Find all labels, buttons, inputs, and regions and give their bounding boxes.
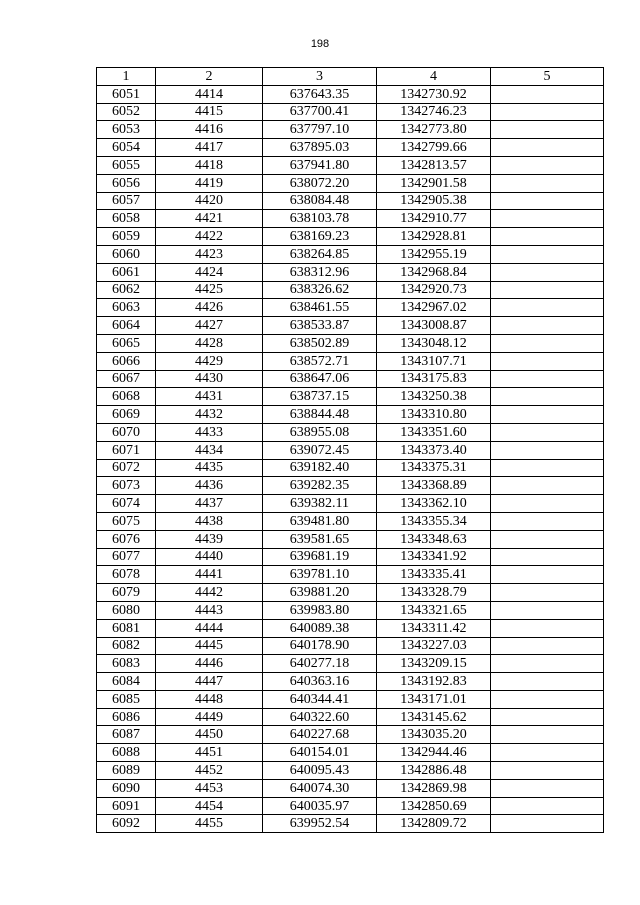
cell-y: 1342813.57 <box>377 156 491 174</box>
cell-y: 1342799.66 <box>377 139 491 157</box>
cell-note <box>491 228 604 246</box>
cell-point-number: 6089 <box>97 762 156 780</box>
cell-y: 1343311.42 <box>377 619 491 637</box>
cell-point-number: 6071 <box>97 441 156 459</box>
cell-x: 638072.20 <box>263 174 377 192</box>
cell-note <box>491 334 604 352</box>
cell-index: 4441 <box>156 566 263 584</box>
cell-point-number: 6073 <box>97 477 156 495</box>
cell-x: 640095.43 <box>263 762 377 780</box>
cell-index: 4420 <box>156 192 263 210</box>
cell-x: 638103.78 <box>263 210 377 228</box>
cell-index: 4438 <box>156 512 263 530</box>
cell-x: 638737.15 <box>263 388 377 406</box>
cell-note <box>491 317 604 335</box>
cell-y: 1342955.19 <box>377 245 491 263</box>
cell-y: 1343375.31 <box>377 459 491 477</box>
table-row <box>97 281 604 299</box>
table-row <box>97 334 604 352</box>
cell-note <box>491 815 604 833</box>
cell-index: 4415 <box>156 103 263 121</box>
cell-x: 638264.85 <box>263 245 377 263</box>
cell-note <box>491 566 604 584</box>
cell-y: 1343335.41 <box>377 566 491 584</box>
cell-index: 4427 <box>156 317 263 335</box>
cell-point-number: 6077 <box>97 548 156 566</box>
cell-index: 4440 <box>156 548 263 566</box>
table-row <box>97 423 604 441</box>
cell-x: 640227.68 <box>263 726 377 744</box>
cell-y: 1342967.02 <box>377 299 491 317</box>
cell-index: 4451 <box>156 744 263 762</box>
cell-y: 1342910.77 <box>377 210 491 228</box>
table-row <box>97 601 604 619</box>
cell-note <box>491 637 604 655</box>
cell-x: 639983.80 <box>263 601 377 619</box>
cell-point-number: 6070 <box>97 423 156 441</box>
cell-point-number: 6090 <box>97 779 156 797</box>
cell-y: 1342905.38 <box>377 192 491 210</box>
cell-note <box>491 690 604 708</box>
cell-note <box>491 512 604 530</box>
cell-y: 1343328.79 <box>377 584 491 602</box>
cell-x: 639481.80 <box>263 512 377 530</box>
coordinates-table <box>96 67 604 833</box>
cell-note <box>491 762 604 780</box>
cell-point-number: 6063 <box>97 299 156 317</box>
table-row <box>97 477 604 495</box>
cell-x: 638084.48 <box>263 192 377 210</box>
cell-point-number: 6058 <box>97 210 156 228</box>
cell-index: 4416 <box>156 121 263 139</box>
cell-y: 1343341.92 <box>377 548 491 566</box>
cell-point-number: 6053 <box>97 121 156 139</box>
cell-point-number: 6084 <box>97 673 156 691</box>
cell-y: 1342920.73 <box>377 281 491 299</box>
table-body <box>97 85 604 832</box>
cell-index: 4422 <box>156 228 263 246</box>
cell-x: 639182.40 <box>263 459 377 477</box>
cell-x: 638844.48 <box>263 406 377 424</box>
cell-point-number: 6056 <box>97 174 156 192</box>
table-row <box>97 512 604 530</box>
table-row <box>97 459 604 477</box>
cell-x: 639881.20 <box>263 584 377 602</box>
cell-y: 1343035.20 <box>377 726 491 744</box>
cell-x: 638533.87 <box>263 317 377 335</box>
cell-index: 4433 <box>156 423 263 441</box>
cell-x: 640154.01 <box>263 744 377 762</box>
cell-y: 1342850.69 <box>377 797 491 815</box>
table-row <box>97 673 604 691</box>
cell-note <box>491 103 604 121</box>
table-row <box>97 139 604 157</box>
cell-y: 1342809.72 <box>377 815 491 833</box>
cell-point-number: 6061 <box>97 263 156 281</box>
table-row <box>97 708 604 726</box>
cell-index: 4421 <box>156 210 263 228</box>
cell-note <box>491 423 604 441</box>
cell-x: 640035.97 <box>263 797 377 815</box>
cell-index: 4445 <box>156 637 263 655</box>
cell-note <box>491 245 604 263</box>
table-row <box>97 548 604 566</box>
table-row <box>97 655 604 673</box>
table-row <box>97 441 604 459</box>
cell-y: 1343145.62 <box>377 708 491 726</box>
cell-note <box>491 530 604 548</box>
cell-x: 639282.35 <box>263 477 377 495</box>
cell-y: 1342730.92 <box>377 85 491 103</box>
cell-x: 639952.54 <box>263 815 377 833</box>
cell-y: 1343355.34 <box>377 512 491 530</box>
table-row <box>97 584 604 602</box>
cell-y: 1342746.23 <box>377 103 491 121</box>
cell-index: 4432 <box>156 406 263 424</box>
table-row <box>97 174 604 192</box>
cell-point-number: 6075 <box>97 512 156 530</box>
cell-point-number: 6080 <box>97 601 156 619</box>
cell-x: 640178.90 <box>263 637 377 655</box>
table-row <box>97 566 604 584</box>
cell-y: 1343107.71 <box>377 352 491 370</box>
table-row <box>97 797 604 815</box>
cell-index: 4419 <box>156 174 263 192</box>
cell-index: 4424 <box>156 263 263 281</box>
cell-note <box>491 192 604 210</box>
cell-y: 1342968.84 <box>377 263 491 281</box>
cell-point-number: 6060 <box>97 245 156 263</box>
cell-index: 4443 <box>156 601 263 619</box>
table-row <box>97 530 604 548</box>
cell-x: 640363.16 <box>263 673 377 691</box>
cell-y: 1342773.80 <box>377 121 491 139</box>
cell-note <box>491 406 604 424</box>
cell-index: 4431 <box>156 388 263 406</box>
table-row <box>97 299 604 317</box>
table-row <box>97 103 604 121</box>
cell-note <box>491 156 604 174</box>
cell-point-number: 6055 <box>97 156 156 174</box>
cell-x: 638502.89 <box>263 334 377 352</box>
table-row <box>97 690 604 708</box>
cell-note <box>491 441 604 459</box>
cell-x: 638572.71 <box>263 352 377 370</box>
cell-note <box>491 139 604 157</box>
cell-point-number: 6076 <box>97 530 156 548</box>
cell-index: 4417 <box>156 139 263 157</box>
cell-index: 4429 <box>156 352 263 370</box>
cell-x: 637941.80 <box>263 156 377 174</box>
cell-index: 4439 <box>156 530 263 548</box>
cell-x: 638326.62 <box>263 281 377 299</box>
cell-x: 640322.60 <box>263 708 377 726</box>
cell-note <box>491 299 604 317</box>
cell-index: 4447 <box>156 673 263 691</box>
cell-y: 1342886.48 <box>377 762 491 780</box>
cell-index: 4430 <box>156 370 263 388</box>
table-row <box>97 192 604 210</box>
cell-note <box>491 548 604 566</box>
table-row <box>97 263 604 281</box>
cell-x: 637643.35 <box>263 85 377 103</box>
cell-x: 638461.55 <box>263 299 377 317</box>
cell-index: 4426 <box>156 299 263 317</box>
cell-point-number: 6083 <box>97 655 156 673</box>
table-row <box>97 228 604 246</box>
cell-point-number: 6081 <box>97 619 156 637</box>
table-row <box>97 156 604 174</box>
cell-x: 639681.19 <box>263 548 377 566</box>
cell-note <box>491 121 604 139</box>
cell-y: 1343048.12 <box>377 334 491 352</box>
cell-note <box>491 210 604 228</box>
cell-x: 638647.06 <box>263 370 377 388</box>
cell-index: 4436 <box>156 477 263 495</box>
cell-note <box>491 673 604 691</box>
table-row <box>97 779 604 797</box>
cell-x: 638169.23 <box>263 228 377 246</box>
cell-index: 4414 <box>156 85 263 103</box>
cell-point-number: 6086 <box>97 708 156 726</box>
cell-point-number: 6068 <box>97 388 156 406</box>
cell-point-number: 6051 <box>97 85 156 103</box>
table-row <box>97 762 604 780</box>
cell-index: 4442 <box>156 584 263 602</box>
table-row <box>97 370 604 388</box>
cell-note <box>491 459 604 477</box>
header-col-5: 5 <box>491 68 604 86</box>
table-row <box>97 744 604 762</box>
cell-point-number: 6066 <box>97 352 156 370</box>
cell-y: 1343351.60 <box>377 423 491 441</box>
cell-note <box>491 744 604 762</box>
table-row <box>97 726 604 744</box>
cell-point-number: 6069 <box>97 406 156 424</box>
cell-point-number: 6067 <box>97 370 156 388</box>
cell-y: 1343373.40 <box>377 441 491 459</box>
cell-note <box>491 370 604 388</box>
header-col-1: 1 <box>97 68 156 86</box>
table-row <box>97 619 604 637</box>
cell-point-number: 6064 <box>97 317 156 335</box>
cell-y: 1343250.38 <box>377 388 491 406</box>
cell-index: 4434 <box>156 441 263 459</box>
cell-y: 1343227.03 <box>377 637 491 655</box>
cell-note <box>491 726 604 744</box>
table-row <box>97 85 604 103</box>
cell-index: 4449 <box>156 708 263 726</box>
cell-y: 1343192.83 <box>377 673 491 691</box>
cell-y: 1343348.63 <box>377 530 491 548</box>
cell-x: 638955.08 <box>263 423 377 441</box>
cell-point-number: 6082 <box>97 637 156 655</box>
cell-note <box>491 263 604 281</box>
cell-y: 1342901.58 <box>377 174 491 192</box>
cell-note <box>491 601 604 619</box>
cell-x: 639072.45 <box>263 441 377 459</box>
header-col-2: 2 <box>156 68 263 86</box>
cell-note <box>491 797 604 815</box>
table-row <box>97 406 604 424</box>
cell-index: 4448 <box>156 690 263 708</box>
cell-point-number: 6079 <box>97 584 156 602</box>
cell-index: 4446 <box>156 655 263 673</box>
cell-index: 4425 <box>156 281 263 299</box>
cell-point-number: 6054 <box>97 139 156 157</box>
header-col-4: 4 <box>377 68 491 86</box>
cell-index: 4454 <box>156 797 263 815</box>
cell-index: 4437 <box>156 495 263 513</box>
cell-point-number: 6074 <box>97 495 156 513</box>
table-row <box>97 352 604 370</box>
cell-point-number: 6091 <box>97 797 156 815</box>
cell-x: 640344.41 <box>263 690 377 708</box>
cell-x: 637797.10 <box>263 121 377 139</box>
cell-point-number: 6065 <box>97 334 156 352</box>
cell-x: 637895.03 <box>263 139 377 157</box>
cell-x: 640277.18 <box>263 655 377 673</box>
cell-x: 638312.96 <box>263 263 377 281</box>
cell-index: 4423 <box>156 245 263 263</box>
cell-note <box>491 388 604 406</box>
cell-y: 1343321.65 <box>377 601 491 619</box>
cell-point-number: 6072 <box>97 459 156 477</box>
cell-y: 1343171.01 <box>377 690 491 708</box>
cell-note <box>491 779 604 797</box>
table-row <box>97 388 604 406</box>
cell-point-number: 6052 <box>97 103 156 121</box>
cell-point-number: 6078 <box>97 566 156 584</box>
cell-x: 637700.41 <box>263 103 377 121</box>
cell-y: 1343310.80 <box>377 406 491 424</box>
page-number: 198 <box>310 38 330 50</box>
cell-index: 4428 <box>156 334 263 352</box>
table-row <box>97 495 604 513</box>
cell-y: 1343362.10 <box>377 495 491 513</box>
cell-x: 639781.10 <box>263 566 377 584</box>
cell-y: 1342928.81 <box>377 228 491 246</box>
cell-y: 1343209.15 <box>377 655 491 673</box>
cell-y: 1343368.89 <box>377 477 491 495</box>
table-row <box>97 317 604 335</box>
cell-index: 4418 <box>156 156 263 174</box>
cell-point-number: 6059 <box>97 228 156 246</box>
cell-note <box>491 619 604 637</box>
cell-point-number: 6062 <box>97 281 156 299</box>
cell-x: 640089.38 <box>263 619 377 637</box>
header-col-3: 3 <box>263 68 377 86</box>
cell-point-number: 6092 <box>97 815 156 833</box>
cell-point-number: 6085 <box>97 690 156 708</box>
cell-index: 4435 <box>156 459 263 477</box>
table-header <box>97 68 604 86</box>
table-row <box>97 121 604 139</box>
cell-index: 4450 <box>156 726 263 744</box>
cell-index: 4453 <box>156 779 263 797</box>
cell-x: 640074.30 <box>263 779 377 797</box>
cell-index: 4444 <box>156 619 263 637</box>
cell-x: 639581.65 <box>263 530 377 548</box>
cell-note <box>491 85 604 103</box>
cell-note <box>491 708 604 726</box>
cell-point-number: 6087 <box>97 726 156 744</box>
cell-y: 1342944.46 <box>377 744 491 762</box>
table-row <box>97 815 604 833</box>
cell-note <box>491 655 604 673</box>
cell-index: 4452 <box>156 762 263 780</box>
table-row <box>97 637 604 655</box>
table-row <box>97 210 604 228</box>
header-row <box>97 68 604 86</box>
cell-note <box>491 495 604 513</box>
cell-point-number: 6088 <box>97 744 156 762</box>
cell-y: 1343175.83 <box>377 370 491 388</box>
cell-note <box>491 281 604 299</box>
cell-note <box>491 477 604 495</box>
cell-y: 1342869.98 <box>377 779 491 797</box>
table-row <box>97 245 604 263</box>
cell-note <box>491 584 604 602</box>
cell-y: 1343008.87 <box>377 317 491 335</box>
cell-index: 4455 <box>156 815 263 833</box>
cell-x: 639382.11 <box>263 495 377 513</box>
cell-point-number: 6057 <box>97 192 156 210</box>
cell-note <box>491 174 604 192</box>
cell-note <box>491 352 604 370</box>
